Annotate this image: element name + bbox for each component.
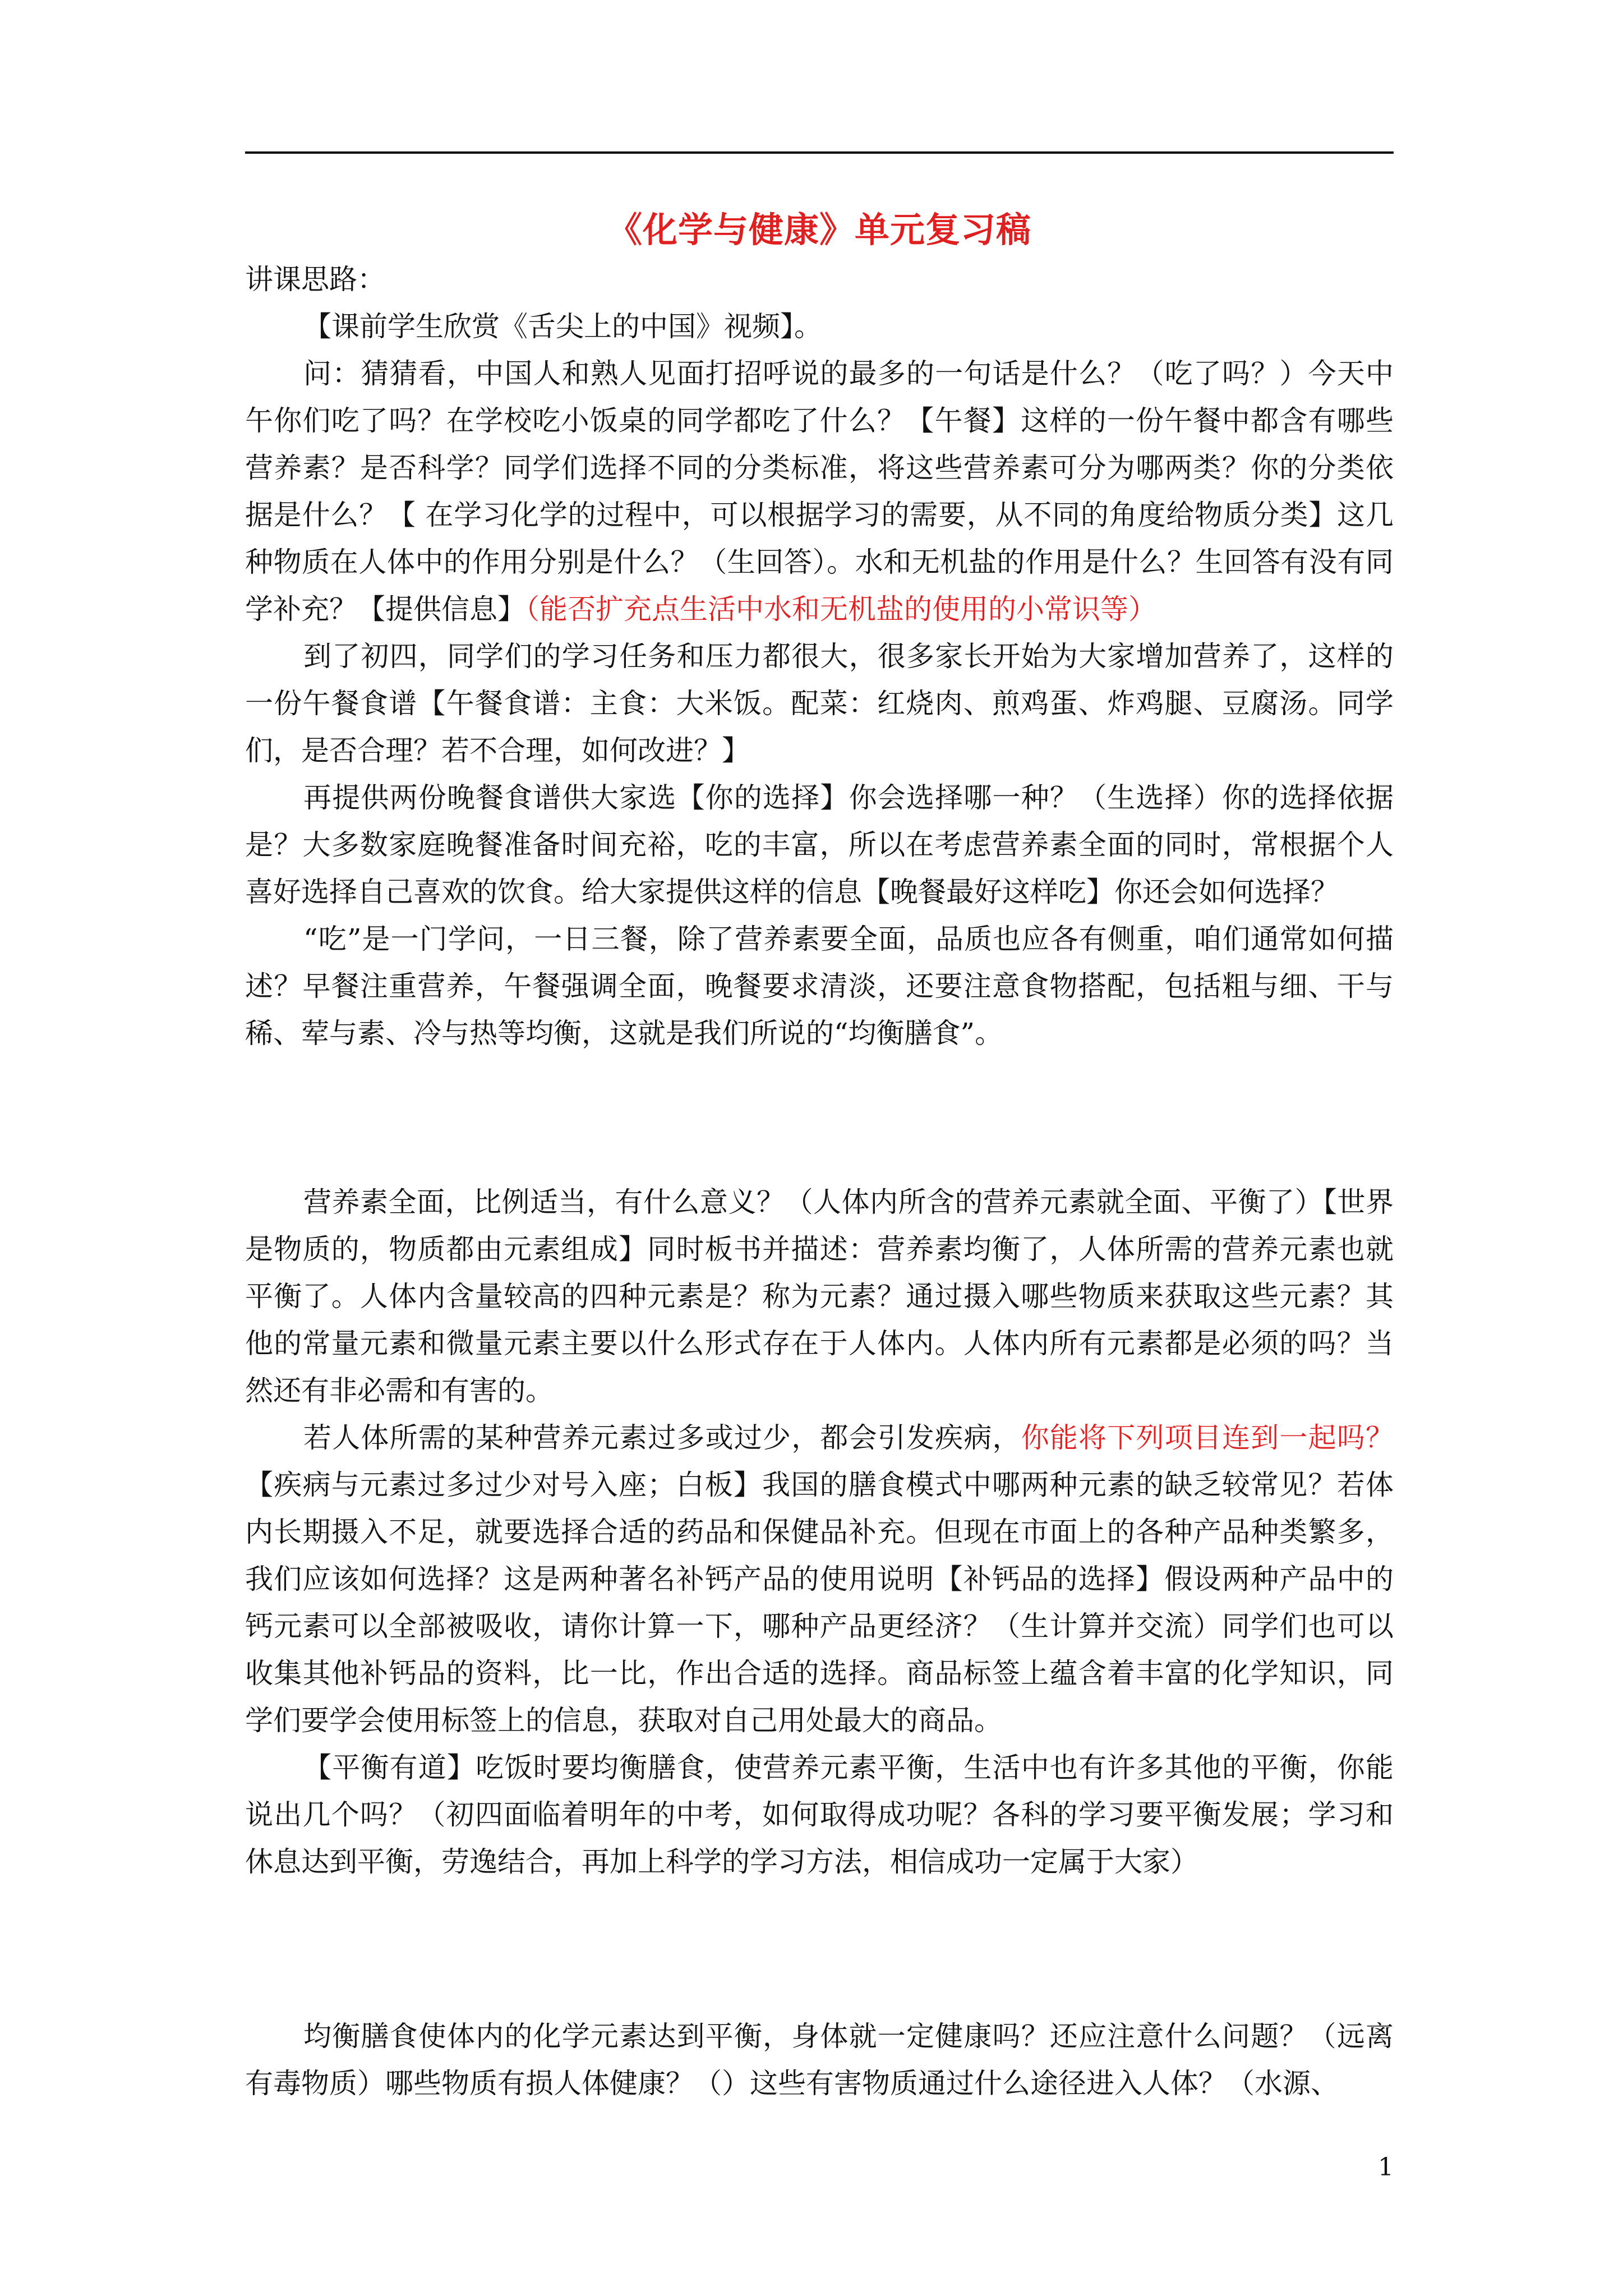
highlight-question: 你能将下列项目连到一起吗？ [1021,1421,1394,1454]
paragraph-lunch: 到了初四，同学们的学习任务和压力都很大，很多家长开始为大家增加营养了，这样的一份午餐食谱【午餐食谱：主食：大米饭。配菜：红烧肉、煎鸡蛋、炸鸡腿、豆腐汤。同学们，是否合理？若不合理，如何改进？】 [245,640,1394,767]
paragraph-balanced-diet: “吃”是一门学问，一日三餐，除了营养素要全面，品质也应各有侧重，咱们通常如何描述？早餐注重营养，午餐强调全面，晚餐要求清淡，还要注意食物搭配，包括粗与细、干与稀、荤与素、冷与热等均衡，这就是我们所说的“均衡膳食”。 [245,923,1394,1050]
paragraph-intro: 【课前学生欣赏《舌尖上的中国》视频】。 [303,310,822,343]
header-rule [245,151,1394,154]
paragraph-dinner: 再提供两份晚餐食谱供大家选【你的选择】你会选择哪一种？（生选择）你的选择依据是？大多数家庭晚餐准备时间充裕，吃的丰富，所以在考虑营养素全面的同时，常根据个人喜好选择自己喜欢的饮食。给大家提供这样的信息【晚餐最好这样吃】你还会如何选择？ [245,781,1394,908]
paragraph-question-text: 问：猜猜看，中国人和熟人见面打招呼说的最多的一句话是什么？（吃了吗？）今天中午你们吃了吗？在学校吃小饭桌的同学都吃了什么？【午餐】这样的一份午餐中都含有哪些营养素？是否科学？同学们选择不同的分类标准，将这些营养素可分为哪两类？你的分类依据是什么？【 在学习化学的过程中，可以根据学习的需要，从不同的角度给物质分类】这几种物质在人体中的作用分别是什么？（生回答）。水和无机盐的作用是什么？生回答有没有同学补充？【提供信息】 [245,357,1394,625]
page-title: 《化学与健康》单元复习稿 [607,209,1031,250]
page-number: 1 [1378,2153,1394,2182]
section-3 [245,2013,1394,2107]
paragraph-question [245,350,1394,633]
paragraph-health: 均衡膳食使体内的化学元素达到平衡，身体就一定健康吗？还应注意什么问题？（远离有毒物质）哪些物质有损人体健康？（）这些有害物质通过什么途径进入人体？（水源、 [245,2020,1394,2100]
section-label: 讲课思路： [245,263,385,296]
paragraph-elements: 营养素全面，比例适当，有什么意义？（人体内所含的营养元素就全面、平衡了）【世界是物质的，物质都由元素组成】同时板书并描述：营养素均衡了，人体所需的营养元素也就平衡了。人体内含量较高的四种元素是？称为元素？通过摄入哪些物质来获取这些元素？其他的常量元素和微量元素主要以什么形式存在于人体内。人体内所有元素都是必须的吗？当然还有非必需和有害的。 [245,1186,1394,1407]
paragraph-balance: 【平衡有道】吃饭时要均衡膳食，使营养元素平衡，生活中也有许多其他的平衡，你能说出几个吗？（初四面临着明年的中考，如何取得成功呢？各科的学习要平衡发展；学习和休息达到平衡，劳逸结合，再加上科学的学习方法，相信成功一定属于大家） [245,1751,1394,1878]
section-1 [245,256,1394,1057]
paragraph-disease-text-a: 若人体所需的某种营养元素过多或过少，都会引发疾病， [303,1421,1021,1454]
section-2 [245,1179,1394,1885]
highlight-note: （能否扩充点生活中水和无机盐的使用的小常识等） [525,593,1156,625]
paragraph-disease-text-b: 【疾病与元素过多过少对号入座；白板】我国的膳食模式中哪两种元素的缺乏较常见？若体内长期摄入不足，就要选择合适的药品和保健品补充。但现在市面上的各种产品种类繁多，我们应该如何选择？这是两种著名补钙产品的使用说明【补钙品的选择】假设两种产品中的钙元素可以全部被吸收，请你计算一下，哪种产品更经济？（生计算并交流）同学们也可以收集其他补钙品的资料，比一比，作出合适的选择。商品标签上蕴含着丰富的化学知识，同学们要学会使用标签上的信息，获取对自己用处最大的商品。 [245,1469,1394,1737]
paragraph-disease [245,1414,1394,1744]
